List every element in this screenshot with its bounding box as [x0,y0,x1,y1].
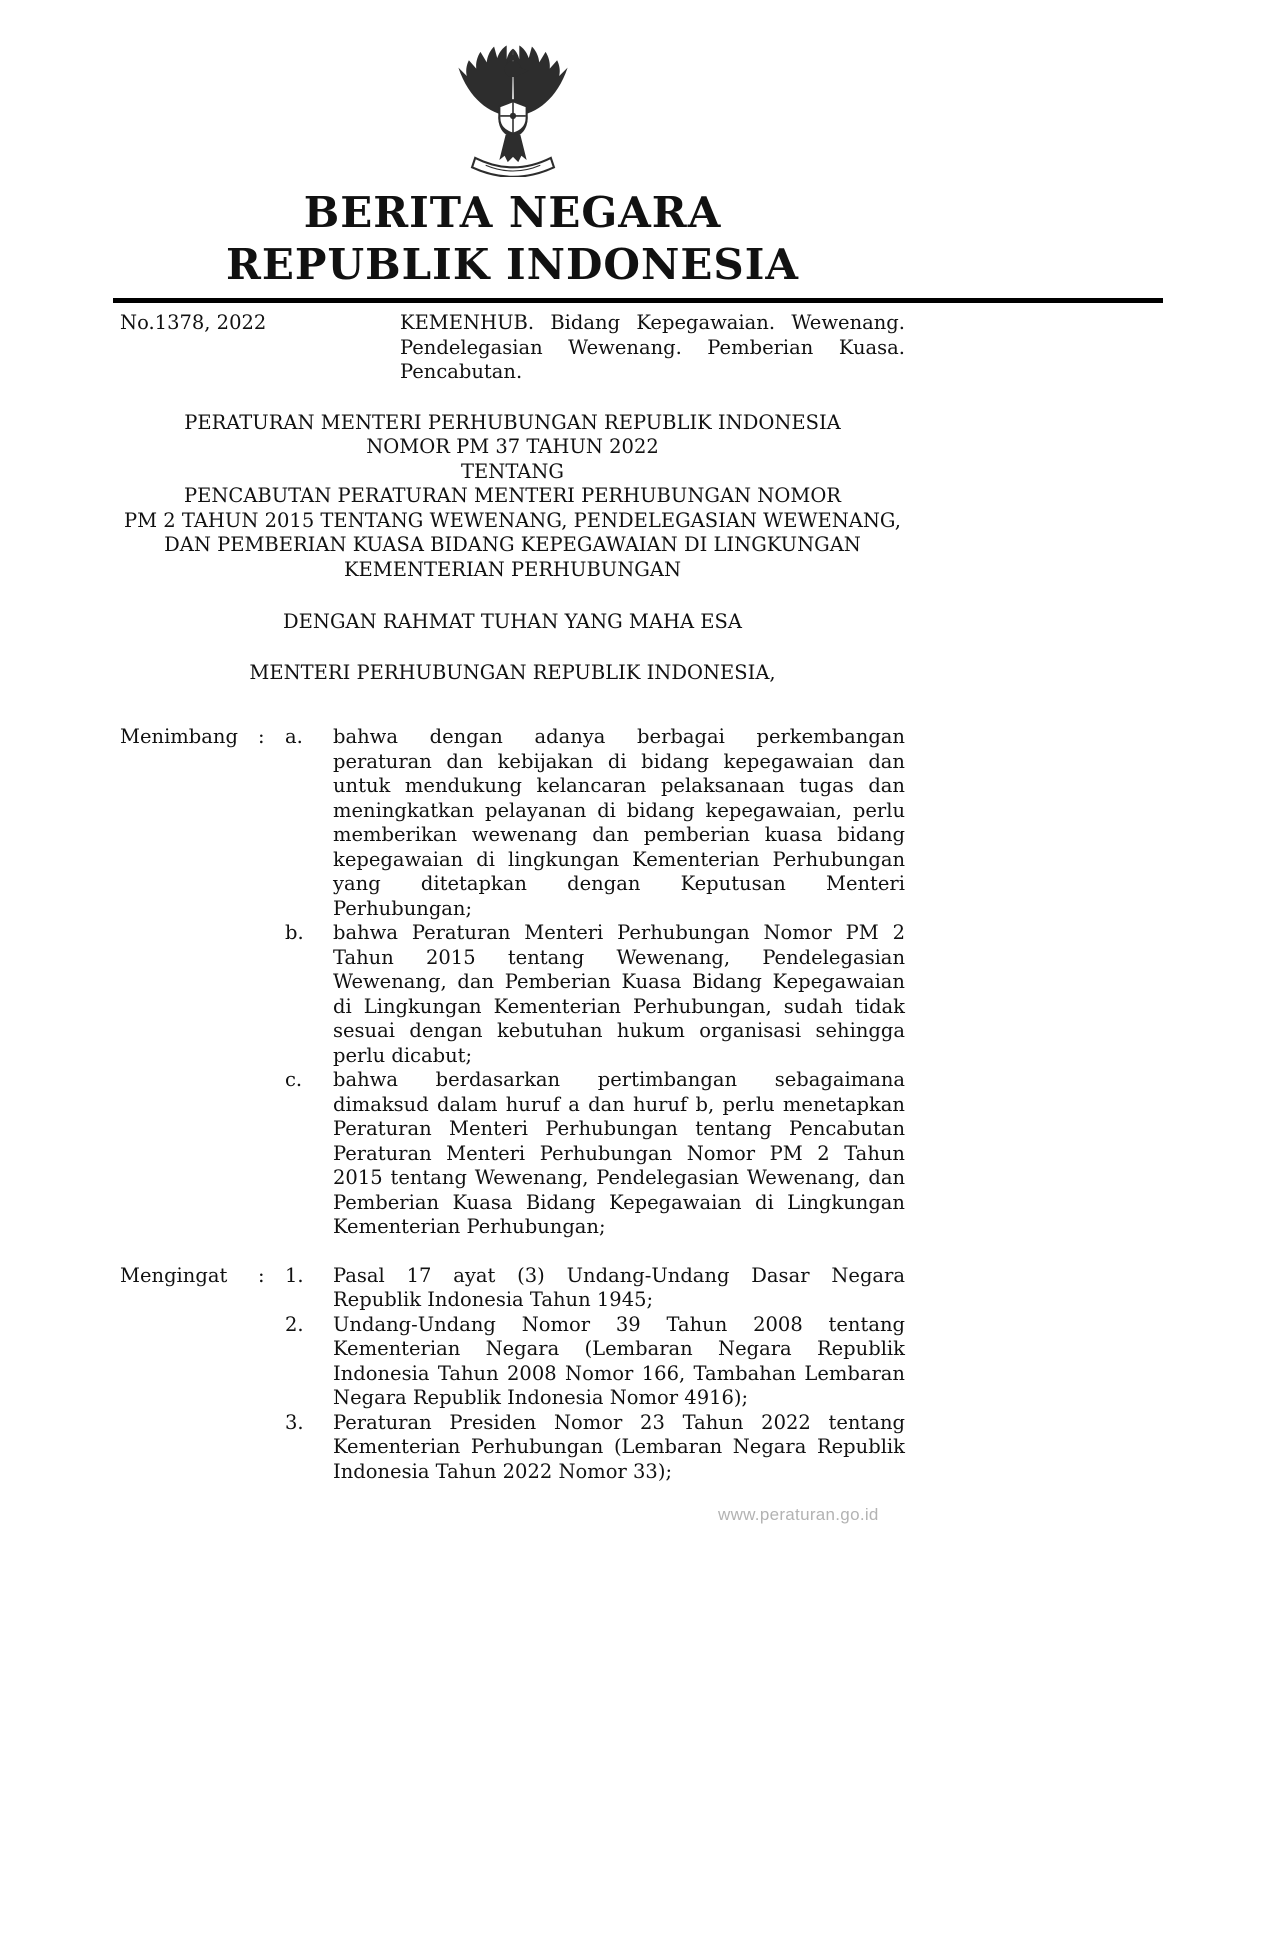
menimbang-item-c [285,1068,905,1240]
watermark-text: www.peraturan.go.id [718,1505,879,1524]
gazette-number: No.1378, 2022 [120,311,267,334]
menimbang-label: Menimbang [120,725,238,748]
item-marker: 1. [285,1263,304,1287]
mengingat-label: Mengingat [120,1263,228,1287]
authority-line: MENTERI PERHUBUNGAN REPUBLIK INDONESIA, [249,660,776,684]
invocation-line: DENGAN RAHMAT TUHAN YANG MAHA ESA [283,610,742,633]
regulation-title-line: NOMOR PM 37 TAHUN 2022 [366,435,659,458]
mengingat-section [120,1264,905,1485]
item-marker: 3. [285,1410,304,1434]
item-marker: a. [285,725,303,748]
item-text: bahwa berdasarkan pertimbangan sebagaimana dimaksud dalam huruf a dan huruf b, perlu menetapkan Peraturan Menteri Perhubungan tentang Pencabutan Peraturan Menteri Perhubungan Nomor PM 2 Tahun 2015 tentang Wewenang, Pendelegasian Wewenang, dan Pemberian Kuasa Bidang Kepegawaian di Lingkungan Kementerian Perhubungan; [333,1068,905,1238]
masthead-line1: BERITA NEGARA [303,188,722,237]
regulation-title-line: TENTANG [461,459,564,483]
masthead-line2: REPUBLIK INDONESIA [226,240,799,289]
item-text: Undang-Undang Nomor 39 Tahun 2008 tentang Kementerian Negara (Lembaran Negara Republik Indonesia Tahun 2008 Nomor 166, Tambahan Lembaran Negara Republik Indonesia Nomor 4916); [333,1312,905,1409]
garuda-pancasila-emblem [120,38,905,177]
mengingat-item-2 [285,1313,905,1411]
item-marker: 2. [285,1312,304,1336]
regulation-title [120,411,905,583]
mengingat-item-1 [285,1264,905,1313]
gazette-header-row [120,311,905,385]
mengingat-item-3 [285,1411,905,1485]
gazette-masthead [120,187,905,291]
menimbang-section [120,725,905,1240]
item-marker: b. [285,921,304,944]
menimbang-colon: : [258,725,265,748]
garuda-pancasila-icon [450,38,576,177]
item-text: Peraturan Presiden Nomor 23 Tahun 2022 tentang Kementerian Perhubungan (Lembaran Negara Republik Indonesia Tahun 2022 Nomor 33); [333,1410,905,1483]
masthead-divider [113,298,1163,303]
mengingat-colon: : [258,1263,265,1287]
gazette-subject: KEMENHUB. Bidang Kepegawaian. Wewenang. Pendelegasian Wewenang. Pemberian Kuasa. Pencabutan. [400,311,905,383]
regulation-title-line: DAN PEMBERIAN KUASA BIDANG KEPEGAWAIAN DI LINGKUNGAN [164,533,861,556]
item-text: bahwa Peraturan Menteri Perhubungan Nomor PM 2 Tahun 2015 tentang Wewenang, Pendelegasian Wewenang, dan Pemberian Kuasa Bidang Kepegawaian di Lingkungan Kementerian Perhubungan, sudah tidak sesuai dengan kebutuhan hukum organisasi sehingga perlu dicabut; [333,921,905,1067]
regulation-title-line: PENCABUTAN PERATURAN MENTERI PERHUBUNGAN NOMOR [184,484,841,507]
regulation-title-line: KEMENTERIAN PERHUBUNGAN [343,557,682,581]
menimbang-item-b [285,921,905,1068]
regulation-title-line: PM 2 TAHUN 2015 TENTANG WEWENANG, PENDELEGASIAN WEWENANG, [123,508,902,532]
regulation-title-line: PERATURAN MENTERI PERHUBUNGAN REPUBLIK INDONESIA [184,410,841,434]
item-marker: c. [285,1068,303,1091]
menimbang-item-a [285,725,905,921]
item-text: Pasal 17 ayat (3) Undang-Undang Dasar Negara Republik Indonesia Tahun 1945; [333,1263,905,1311]
item-text: bahwa dengan adanya berbagai perkembangan peraturan dan kebijakan di bidang kepegawaian dan untuk mendukung kelancaran pelaksanaan tugas dan meningkatkan pelayanan di bidang kepegawaian, perlu memberikan wewenang dan pemberian kuasa bidang kepegawaian di lingkungan Kementerian Perhubungan yang ditetapkan dengan Keputusan Menteri Perhubungan; [333,725,905,920]
